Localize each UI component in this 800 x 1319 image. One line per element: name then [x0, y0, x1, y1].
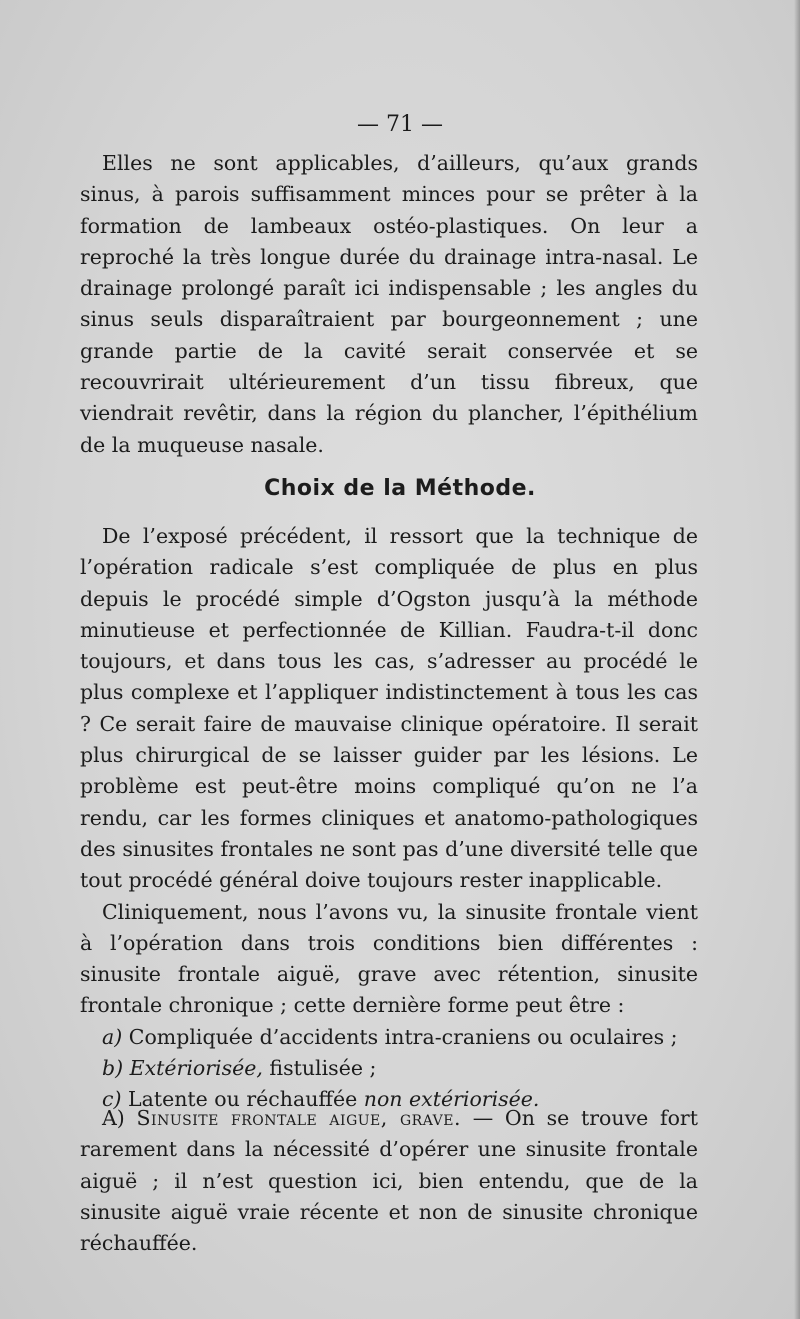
- list-marker: b): [102, 1056, 124, 1081]
- text-block-middle: [80, 521, 698, 1116]
- list-item-a: [80, 1022, 698, 1053]
- list-text: fistulisée ;: [262, 1056, 377, 1081]
- paragraph-3: Cliniquement, nous l’avons vu, la sinusite frontale vient à l’opération dans trois conditions bien différentes : sinusite frontale aiguë, grave avec rétention, sinusite frontale chronique ; cette dernière forme peut être :: [80, 899, 698, 1018]
- text-block-bottom: [80, 1103, 698, 1259]
- paragraph-1: Elles ne sont applicables, d’ailleurs, qu’aux grands sinus, à parois suffisamment minces pour se prêter à la formation de lambeaux ostéo-plastiques. On leur a reproché la très longue durée du drainage intra-nasal. Le drainage prolongé paraît ici indispensable ; les angles du sinus seuls disparaîtraient par bourgeonnement ; une grande partie de la cavité serait conservée et se recouvrirait ultérieurement d’un tissu fibreux, que viendrait revêtir, dans la région du plancher, l’épithélium de la muqueuse nasale.: [80, 151, 698, 457]
- list-marker: c): [102, 1087, 122, 1112]
- list-text: Compliquée d’accidents intra-craniens ou oculaires ;: [128, 1024, 678, 1049]
- subsection-title: Sinusite frontale aigue, grave.: [136, 1106, 461, 1130]
- list-italic-text: non extériorisée.: [363, 1087, 540, 1112]
- paragraph-4: [80, 1103, 698, 1259]
- list-item-b: [80, 1053, 698, 1084]
- text-block-top: [80, 148, 698, 461]
- page-number: — 71 —: [357, 112, 443, 137]
- paragraph-4-body: — On se trouve fort rarement dans la nécessité d’opérer une sinusite frontale aiguë ; il n’est question ici, bien entendu, que de la sinusite aiguë vraie récente et non de sinusite chronique réchauffée.: [80, 1106, 698, 1256]
- list-italic-text: Extériorisée,: [129, 1056, 263, 1081]
- list-text: Latente ou réchauffée: [128, 1087, 364, 1112]
- section-heading: Choix de la Méthode.: [264, 476, 536, 501]
- paragraph-2: De l’exposé précédent, il ressort que la technique de l’opération radicale s’est compliquée de plus en plus depuis le procédé simple d’Ogston jusqu’à la méthode minutieuse et perfectionnée de Killian. Faudra-t-il donc toujours, et dans tous les cas, s’adresser au procédé le plus complexe et l’appliquer indistinctement à tous les cas ? Ce serait faire de mauvaise clinique opératoire. Il serait plus chirurgical de se laisser guider par les lésions. Le problème est peut-être moins compliqué qu’on ne l’a rendu, car les formes cliniques et anatomo-pathologiques des sinusites frontales ne sont pas d’une diversité telle que tout procédé général doive toujours rester inapplicable.: [80, 524, 698, 893]
- subsection-letter: A): [102, 1106, 137, 1130]
- list-marker: a): [102, 1024, 123, 1049]
